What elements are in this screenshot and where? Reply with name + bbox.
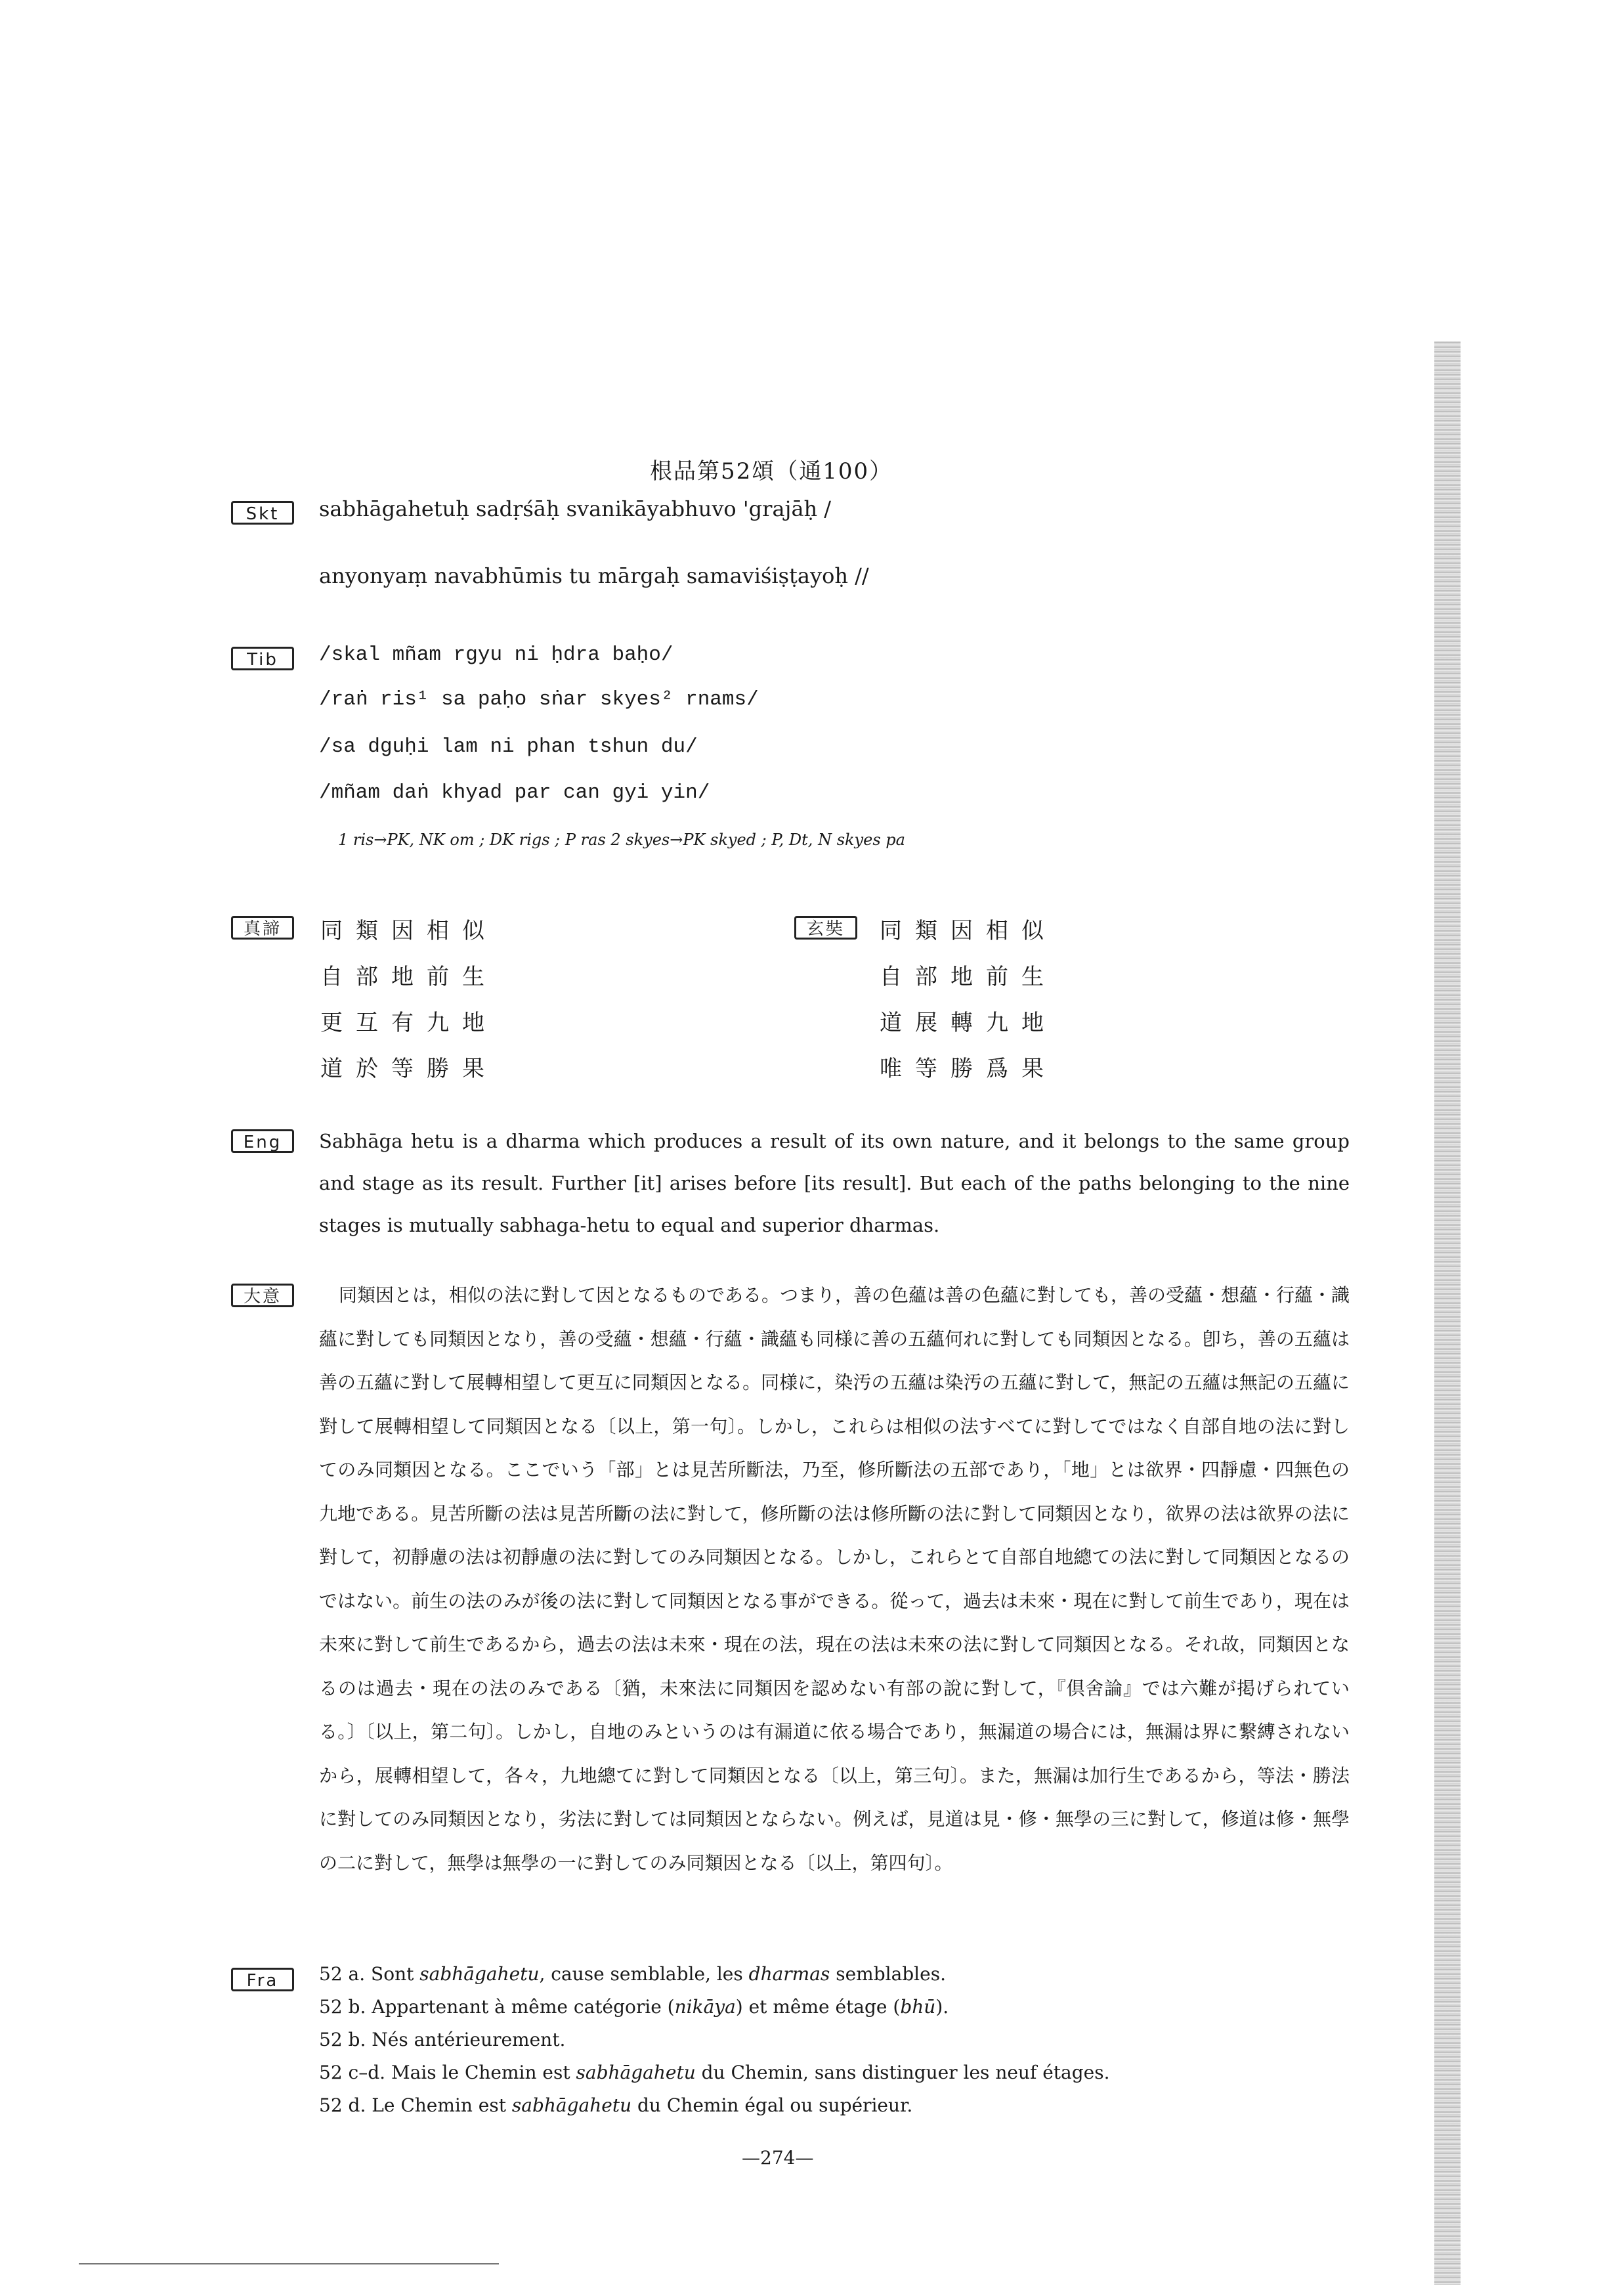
- fra-line-number: 52 b.: [319, 2029, 372, 2050]
- fra-text: Appartenant à même catégorie (: [372, 1996, 675, 2018]
- label-eng: Eng: [231, 1129, 294, 1153]
- label-tib: Tib: [231, 647, 294, 670]
- fra-text: Le Chemin est: [372, 2094, 512, 2116]
- tib-line-2: /raṅ ris¹ sa paḥo sṅar skyes² rnams/: [319, 688, 759, 711]
- fra-italic-term: bhū: [900, 1996, 936, 2018]
- fra-text: ) et même étage (: [735, 1996, 901, 2018]
- tib-line-1: /skal mñam rgyu ni ḥdra baḥo/: [319, 643, 673, 666]
- fra-text: du Chemin égal ou supérieur.: [631, 2094, 913, 2116]
- fra-line-number: 52 d.: [319, 2094, 372, 2116]
- fra-line: [319, 2062, 1369, 2094]
- zhendi-line-4: 道於等勝果: [320, 1056, 498, 1082]
- zhendi-line-1: 同類因相似: [320, 918, 498, 944]
- fra-line: [319, 1963, 1369, 1996]
- scan-edge-shadow: [1434, 341, 1461, 2285]
- page-title: 根品第52頌（通100）: [650, 458, 893, 485]
- label-zhendi: 真諦: [231, 916, 294, 940]
- label-xuanzang: 玄奘: [794, 916, 857, 940]
- fra-line-number: 52 a.: [319, 1963, 372, 1985]
- fra-text: , cause semblable, les: [539, 1963, 749, 1985]
- scan-bottom-line: [79, 2263, 499, 2264]
- fra-italic-term: nikāya: [674, 1996, 736, 2018]
- xuanzang-line-3: 道展轉九地: [880, 1010, 1057, 1036]
- tib-footnote: 1 ris→PK, NK om ; DK rigs ; P ras 2 skyes→PK skyed ; P, Dt, N skyes pa: [338, 831, 905, 849]
- fra-text: ).: [935, 1996, 949, 2018]
- tib-line-3: /sa dguḥi lam ni phan tshun du/: [319, 735, 698, 758]
- skt-line-1: sabhāgahetuḥ sadṛśāḥ svanikāyabhuvo 'grajāḥ /: [319, 496, 832, 521]
- fra-italic-term: dharmas: [748, 1963, 830, 1985]
- fra-italic-term: sabhāgahetu: [576, 2062, 696, 2083]
- fra-line: [319, 2094, 1369, 2127]
- fra-italic-term: sabhāgahetu: [419, 1963, 540, 1985]
- skt-line-2: anyonyaṃ navabhūmis tu mārgaḥ samaviśiṣṭayoḥ //: [319, 563, 869, 588]
- fra-text: Sont: [371, 1963, 420, 1985]
- zhendi-line-3: 更互有九地: [320, 1010, 498, 1036]
- xuanzang-line-1: 同類因相似: [880, 918, 1057, 944]
- fra-text: du Chemin, sans distinguer les neuf étages.: [695, 2062, 1110, 2083]
- fra-line: [319, 1996, 1369, 2029]
- label-skt: Skt: [231, 501, 294, 525]
- fra-line-number: 52 c–d.: [319, 2062, 391, 2083]
- fra-line: [319, 2029, 1369, 2062]
- page-number: —274—: [742, 2147, 814, 2169]
- taii-paragraph: 同類因とは，相似の法に對して因となるものである。つまり，善の色蘊は善の色蘊に對しても，善の受蘊・想蘊・行蘊・識蘊に對しても同類因となり，善の受蘊・想蘊・行蘊・識蘊も同様に善の五蘊何れに對しても同類因となる。卽ち，善の五蘊は善の五蘊に對して展轉相望して更互に同類因となる。同様に，染汚の五蘊は染汚の五蘊に對して，無記の五蘊は無記の五蘊に對して展轉相望して同類因となる〔以上，第一句〕。しかし，これらは相似の法すべてに對してではなく自部自地の法に對してのみ同類因となる。ここでいう「部」とは見苦所斷法，乃至，修所斷法の五部であり，「地」とは欲界・四靜慮・四無色の九地である。見苦所斷の法は見苦所斷の法に對して，修所斷の法は修所斷の法に對して同類因となり，欲界の法は欲界の法に對して，初靜慮の法は初靜慮の法に對してのみ同類因となる。しかし，これらとて自部自地總ての法に對して同類因となるのではない。前生の法のみが後の法に對して同類因となる事ができる。從って，過去は未來・現在に對して前生であり，現在は未來に對して前生であるから，過去の法は未來・現在の法，現在の法は未來の法に對して同類因となる。それ故，同類因となるのは過去・現在の法のみである〔猶，未來法に同類因を認めない有部の說に對して，『倶舍論』では六難が掲げられている。〕〔以上，第二句〕。しかし，自地のみというのは有漏道に依る場合であり，無漏道の場合には，無漏は界に繋縛されないから，展轉相望して，各々，九地總てに對して同類因となる〔以上，第三句〕。また，無漏は加行生であるから，等法・勝法に對してのみ同類因となり，劣法に對しては同類因とならない。例えば，見道は見・修・無學の三に對して，修道は修・無學の二に對して，無學は無學の一に對してのみ同類因となる〔以上，第四句〕。: [319, 1284, 1350, 1874]
- tib-line-4: /mñam daṅ khyad par can gyi yin/: [319, 781, 710, 804]
- fra-block: [319, 1963, 1369, 2127]
- label-taii: 大意: [231, 1284, 294, 1307]
- xuanzang-line-4: 唯等勝爲果: [880, 1056, 1057, 1082]
- eng-paragraph: Sabhāga hetu is a dharma which produces a result of its own nature, and it belongs to the same group and stage as its result. Further [it] arises before [its result]. But each of the paths belonging to the nine stages is mutually sabhaga-hetu to equal and superior dharmas.: [319, 1130, 1350, 1236]
- xuanzang-line-2: 自部地前生: [880, 964, 1057, 990]
- fra-line-number: 52 b.: [319, 1996, 372, 2018]
- label-fra: Fra: [231, 1968, 294, 1991]
- zhendi-line-2: 自部地前生: [320, 964, 498, 990]
- fra-text: semblables.: [830, 1963, 946, 1985]
- fra-text: Mais le Chemin est: [391, 2062, 576, 2083]
- fra-text: Nés antérieurement.: [372, 2029, 566, 2050]
- fra-italic-term: sabhāgahetu: [511, 2094, 632, 2116]
